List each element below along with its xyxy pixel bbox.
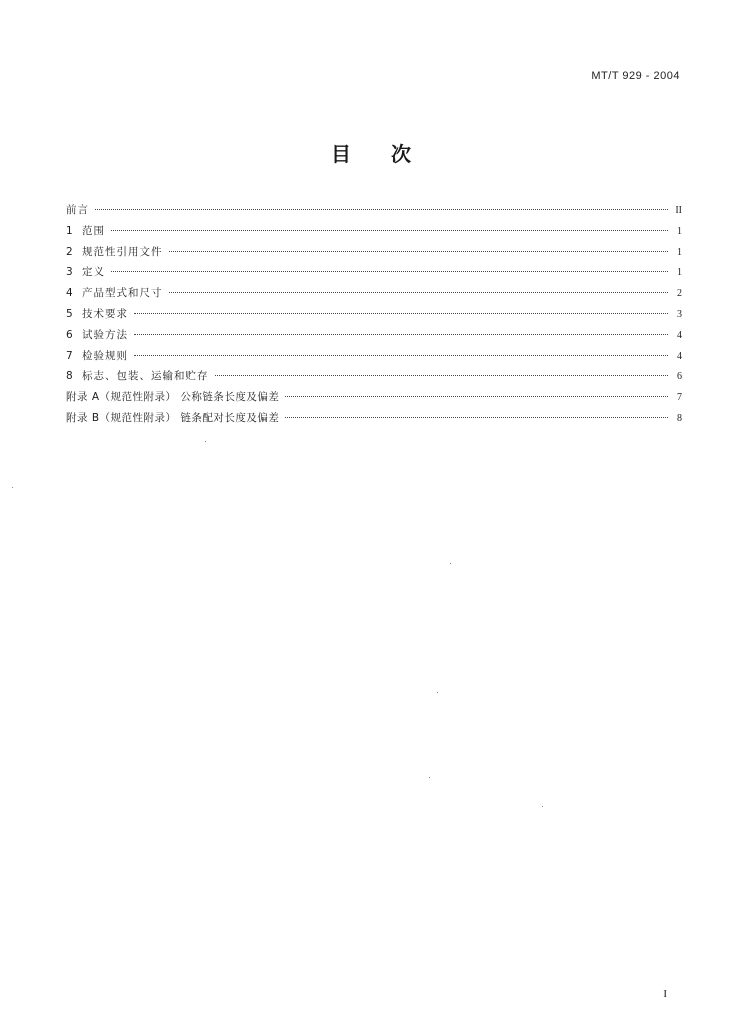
dot-leader — [215, 375, 669, 376]
toc-entry-product-types[interactable] — [66, 285, 682, 306]
toc-entry-text: 规范性引用文件 — [82, 245, 163, 258]
dot-leader — [169, 251, 669, 252]
dot-leader — [285, 396, 668, 397]
toc-entry-text: 附录 B（规范性附录） 链条配对长度及偏差 — [66, 411, 280, 424]
toc-entry-number: 1 — [66, 224, 73, 237]
dot-leader — [169, 292, 669, 293]
scan-speck — [205, 441, 206, 442]
toc-entry-text: 标志、包装、运输和贮存 — [82, 370, 209, 383]
toc-entry-text: 技术要求 — [82, 307, 128, 320]
toc-entry-page: 6 — [677, 371, 682, 383]
toc-entry-marking-packaging[interactable] — [66, 368, 682, 389]
toc-entry-text: 定义 — [82, 266, 105, 279]
toc-entry-normative-references[interactable] — [66, 244, 682, 265]
toc-entry-definitions[interactable] — [66, 264, 682, 285]
toc-entry-test-methods[interactable] — [66, 327, 682, 348]
page-number: I — [663, 988, 667, 1000]
scan-speck — [12, 487, 13, 488]
toc-title: 目次 — [331, 142, 451, 166]
toc-entry-technical-requirements[interactable] — [66, 306, 682, 327]
toc-entry-page: 1 — [677, 267, 682, 279]
toc-entry-text: 前言 — [66, 204, 89, 216]
toc-entry-foreword[interactable] — [66, 202, 682, 223]
toc-entry-page: 2 — [677, 288, 682, 300]
dot-leader — [111, 271, 668, 272]
toc-entry-text: 产品型式和尺寸 — [82, 287, 163, 300]
dot-leader — [134, 355, 668, 356]
toc-entry-number: 8 — [66, 370, 73, 383]
toc-entry-page: 4 — [677, 350, 682, 362]
toc-entry-text: 范围 — [82, 224, 105, 237]
toc-entry-text: 试验方法 — [82, 328, 128, 341]
toc-entry-page: 3 — [677, 308, 682, 320]
table-of-contents — [66, 202, 682, 431]
toc-entry-number: 2 — [66, 245, 73, 258]
toc-entry-scope[interactable] — [66, 223, 682, 244]
toc-entry-number: 5 — [66, 307, 73, 320]
dot-leader — [285, 417, 668, 418]
scan-speck — [429, 777, 430, 778]
toc-entry-number: 6 — [66, 328, 73, 341]
toc-entry-text: 附录 A（规范性附录） 公称链条长度及偏差 — [66, 391, 280, 404]
toc-entry-page: 1 — [677, 225, 682, 237]
toc-entry-text: 检验规则 — [82, 349, 128, 362]
toc-entry-inspection-rules[interactable] — [66, 348, 682, 369]
scan-speck — [437, 692, 438, 693]
scan-speck — [542, 806, 543, 807]
toc-entry-number: 4 — [66, 287, 73, 300]
toc-entry-appendix-a[interactable] — [66, 389, 682, 410]
standard-code: MT/T 929 - 2004 — [591, 70, 680, 82]
dot-leader — [134, 313, 668, 314]
toc-entry-appendix-b[interactable] — [66, 410, 682, 431]
scan-speck — [450, 563, 451, 564]
dot-leader — [134, 334, 668, 335]
toc-entry-page: 8 — [677, 412, 682, 424]
toc-entry-page: 7 — [677, 392, 682, 404]
toc-entry-number: 3 — [66, 266, 73, 279]
toc-entry-page: II — [675, 205, 682, 216]
dot-leader — [111, 230, 668, 231]
toc-entry-page: 4 — [677, 329, 682, 341]
toc-entry-number: 7 — [66, 349, 73, 362]
dot-leader — [95, 209, 668, 210]
toc-entry-page: 1 — [677, 246, 682, 258]
